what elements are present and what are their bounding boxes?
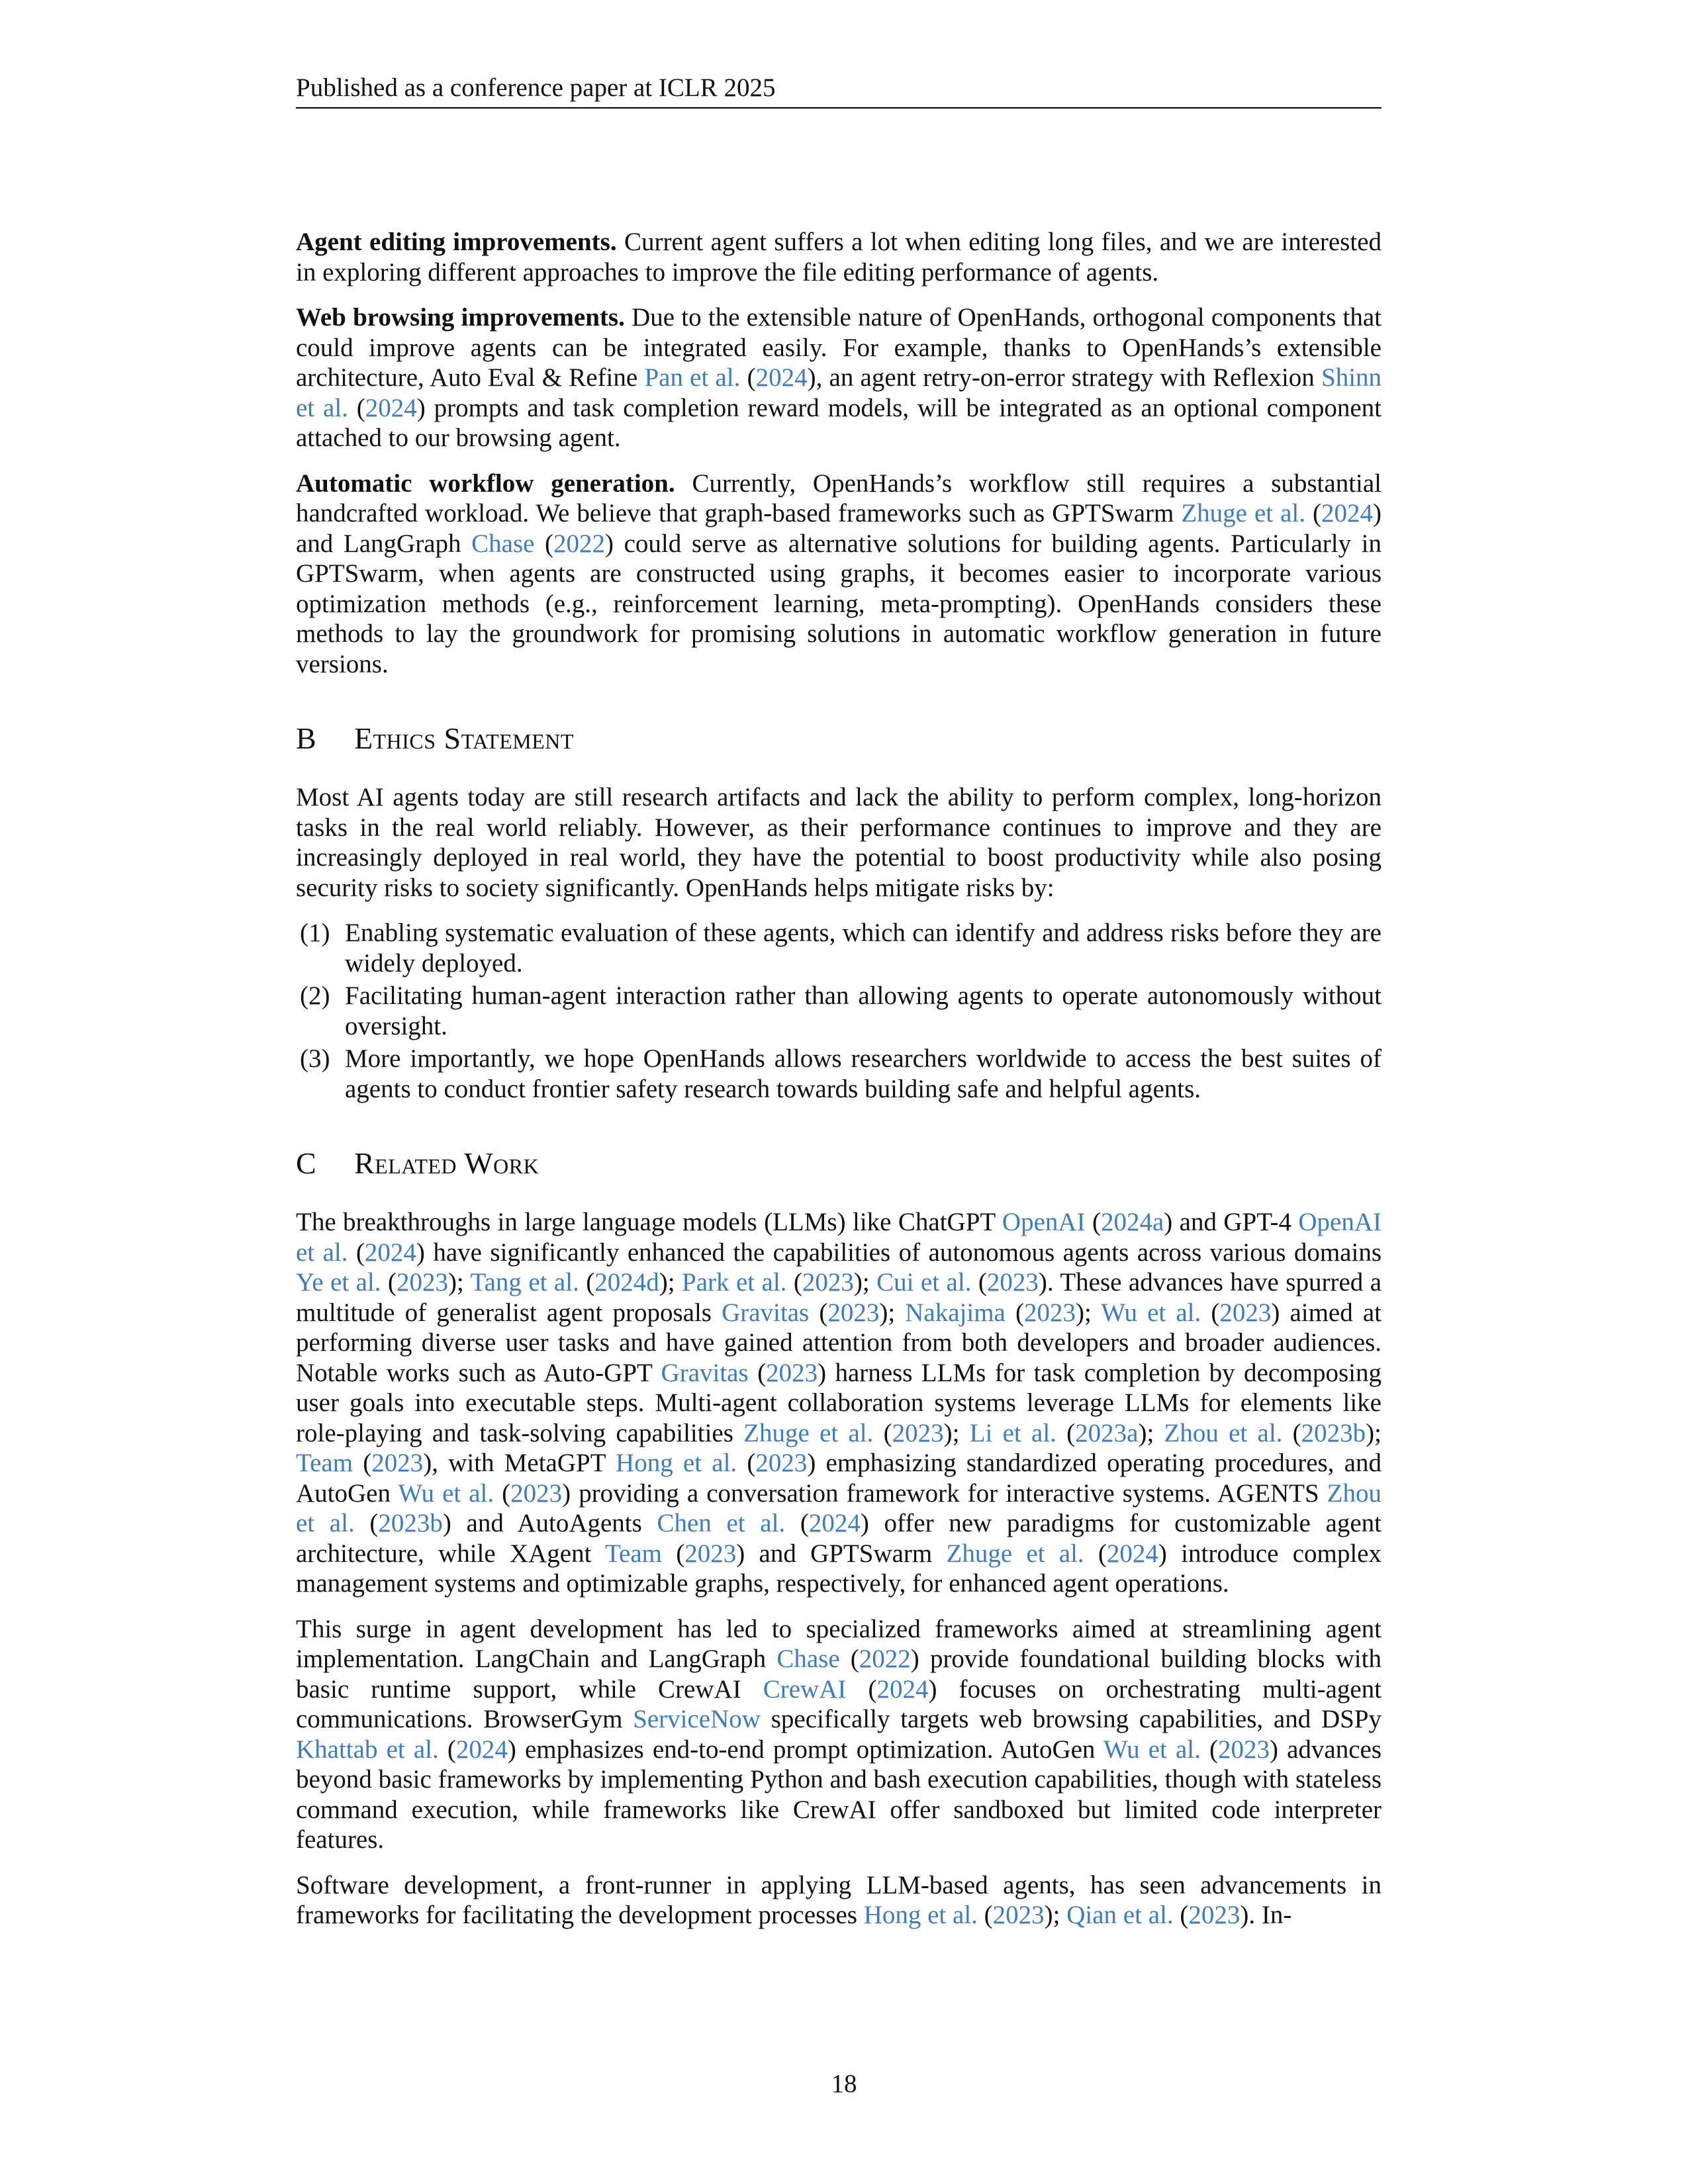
citation-link[interactable]: Qian et al.	[1066, 1901, 1174, 1929]
paragraph-workflow: Automatic workflow generation. Currently, OpenHands’s workflow still requires a substantial handcrafted workload. We believe that graph-based frameworks such as GPTSwarm Zhuge et al. (2024) and LangGraph Chase (2022) could serve as alternative solutions for building agents. Particularly in GPTSwarm, when agents are constructed using graphs, it becomes easier to incorporate various optimization methods (e.g., reinforcement learning, meta-prompting). OpenHands considers these methods to lay the groundwork for promising solutions in automatic workflow generation in future versions.	[296, 469, 1382, 678]
citation-year-link[interactable]: 2023	[827, 1298, 880, 1327]
citation-link[interactable]: OpenAI et al.	[296, 1208, 1382, 1267]
citation-year-link[interactable]: 2023	[1217, 1735, 1270, 1764]
citation-year-link[interactable]: 2023	[1219, 1298, 1272, 1327]
citation-link[interactable]: Zhuge et al.	[946, 1539, 1084, 1568]
citation-year-link[interactable]: 2023	[684, 1539, 737, 1568]
paragraph-lead: Web browsing improvements.	[296, 303, 625, 332]
paragraph-text: harness LLMs for task completion by decomposing user goals into executable steps. Multi-agent collaboration systems leverage LLMs for elements like role-playing and task-solving capabilities	[296, 1358, 1382, 1447]
citation-year-link[interactable]: 2023	[510, 1479, 563, 1508]
citation-link[interactable]: Tang et al.	[470, 1268, 579, 1297]
paragraph-web-browsing: Web browsing improvements. Due to the extensible nature of OpenHands, orthogonal components that could improve agents can be integrated easily. For example, thanks to OpenHands’s extensible architecture, Auto Eval & Refine Pan et al. (2024), an agent retry-on-error strategy with Reflexion Shinn et al. (2024) prompts and task completion reward models, will be integrated as an optional component attached to our browsing agent.	[296, 303, 1382, 452]
citation-link[interactable]: Nakajima	[905, 1298, 1006, 1327]
citation-year-link[interactable]: 2023	[986, 1268, 1039, 1297]
citation-link[interactable]: Team	[604, 1539, 663, 1568]
body-content	[296, 227, 1382, 1946]
paragraph-text: Currently, OpenHands’s workflow still requires a substantial handcrafted workload. We believe that graph-based frameworks such as GPTSwarm	[296, 469, 1382, 527]
citation-link[interactable]: Chase	[776, 1645, 840, 1673]
citation-link[interactable]: Ye et al.	[296, 1268, 381, 1297]
citation-link[interactable]: Hong et al.	[616, 1449, 737, 1477]
citation-link[interactable]: Zhou et al.	[1164, 1418, 1283, 1447]
citation-link[interactable]: Wu et al.	[1103, 1735, 1201, 1764]
paragraph-text: and GPTSwarm	[759, 1539, 933, 1568]
citation-year-link[interactable]: 2022	[859, 1645, 911, 1673]
citation-link[interactable]: Park et al.	[682, 1268, 787, 1297]
citation-year-link[interactable]: 2024	[1106, 1539, 1158, 1568]
citation-year-link[interactable]: 2024a	[1100, 1208, 1164, 1236]
list-item	[296, 1044, 1382, 1104]
citation-link[interactable]: CrewAI	[763, 1674, 847, 1704]
citation-link[interactable]: Li et al.	[969, 1418, 1056, 1447]
paragraph-text: specifically targets web browsing capabilities, and DSPy	[771, 1705, 1382, 1733]
section-number: C	[296, 1146, 317, 1180]
section-heading-related-work	[296, 1145, 1382, 1182]
citation-year-link[interactable]: 2023	[802, 1268, 854, 1297]
citation-link[interactable]: Chase	[471, 529, 535, 558]
paragraph-text: have significantly enhanced the capabilities of autonomous agents across various domains	[433, 1238, 1382, 1267]
citation-year-link[interactable]: 2024d	[594, 1268, 659, 1297]
citation-link[interactable]: ServiceNow	[633, 1705, 761, 1733]
citation-year-link[interactable]: 2024	[365, 393, 417, 422]
paragraph-lead: Agent editing improvements.	[296, 228, 617, 256]
citation-year-link[interactable]: 2024	[876, 1674, 929, 1704]
section-number: B	[296, 721, 317, 755]
paragraph-text: Current agent suffers a lot when editing long files, and we are interested in exploring different approaches to improve the file editing performance of agents.	[296, 228, 1382, 287]
paragraph-text: aimed at performing diverse user tasks and have gained attention from both developers and broader audiences. Notable works such as Auto-GPT	[296, 1298, 1382, 1387]
citation-link[interactable]: Hong et al.	[863, 1901, 978, 1929]
citation-link[interactable]: Chen et al.	[657, 1509, 786, 1537]
list-item	[296, 981, 1382, 1041]
citation-year-link[interactable]: 2024	[1321, 499, 1373, 527]
paragraph-text: and AutoAgents	[466, 1509, 642, 1537]
paragraph-text: emphasizing standardized operating procedures, and AutoGen	[296, 1449, 1382, 1508]
paragraph-agent-editing	[296, 227, 1382, 287]
paragraph-text: and GPT-4	[1179, 1208, 1291, 1236]
paragraph-text: These advances have spurred a multitude of generalist agent proposals	[296, 1268, 1382, 1327]
citation-year-link[interactable]: 2022	[553, 529, 606, 558]
related-work-paragraph-2: This surge in agent development has led to specialized frameworks aimed at streamlining agent implementation. LangChain and LangGraph Chase (2022) provide foundational building blocks with basic runtime support, while CrewAI CrewAI (2024) focuses on orchestrating multi-agent communications. BrowserGym ServiceNow specifically targets web browsing capabilities, and DSPy Khattab et al. (2024) emphasizes end-to-end prompt optimization. AutoGen Wu et al. (2023) advances beyond basic frameworks by implementing Python and bash execution capabilities, though with stateless command execution, while frameworks like CrewAI offer sandboxed but limited code interpreter features.	[296, 1614, 1382, 1854]
citation-link[interactable]: OpenAI	[1002, 1208, 1086, 1236]
citation-year-link[interactable]: 2023b	[378, 1509, 443, 1537]
citation-link[interactable]: Team	[296, 1449, 353, 1477]
section-heading-ethics	[296, 720, 1382, 757]
citation-year-link[interactable]: 2023	[766, 1358, 818, 1387]
list-item-text: Enabling systematic evaluation of these agents, which can identify and address risks before they are widely deployed.	[345, 919, 1382, 978]
citation-year-link[interactable]: 2023	[892, 1418, 944, 1447]
paragraph-text: providing a conversation framework for interactive systems. AGENTS	[579, 1479, 1319, 1508]
citation-year-link[interactable]: 2023a	[1075, 1418, 1139, 1447]
paragraph-text: This surge in agent development has led to specialized frameworks aimed at streamlining agent implementation. LangChain and LangGraph	[296, 1614, 1382, 1673]
list-marker: (2)	[300, 981, 330, 1010]
ethics-intro: Most AI agents today are still research artifacts and lack the ability to perform complex, long-horizon tasks in the real world reliably. However, as their performance continues to improve and they are increasingly deployed in real world, they have the potential to boost productivity while also posing security risks to society significantly. OpenHands helps mitigate risks by:	[296, 783, 1382, 902]
paragraph-text: offer new paradigms for customizable agent architecture, while XAgent	[296, 1509, 1382, 1568]
paragraph-text: and LangGraph	[296, 529, 461, 558]
page-number: 18	[831, 2070, 857, 2098]
citation-year-link[interactable]: 2024	[808, 1509, 861, 1537]
citation-link[interactable]: Pan et al.	[644, 363, 741, 392]
related-work-paragraph-1: The breakthroughs in large language models (LLMs) like ChatGPT OpenAI (2024a) and GPT-4 OpenAI et al. (2024) have significantly enhanced the capabilities of autonomous agents across various domains Ye et al. (2023); Tang et al. (2024d); Park et al. (2023); Cui et al. (2023). These advances have spurred a multitude of generalist agent proposals Gravitas (2023); Nakajima (2023); Wu et al. (2023) aimed at performing diverse user tasks and have gained attention from both developers and broader audiences. Notable works such as Auto-GPT Gravitas (2023) harness LLMs for task completion by decomposing user goals into executable steps. Multi-agent collaboration systems leverage LLMs for elements like role-playing and task-solving capabilities Zhuge et al. (2023); Li et al. (2023a); Zhou et al. (2023b); Team (2023), with MetaGPT Hong et al. (2023) emphasizing standardized operating procedures, and AutoGen Wu et al. (2023) providing a conversation framework for interactive systems. AGENTS Zhou et al. (2023b) and AutoAgents Chen et al. (2024) offer new paradigms for customizable agent architecture, while XAgent Team (2023) and GPTSwarm Zhuge et al. (2024) introduce complex management systems and optimizable graphs, respectively, for enhanced agent operations.	[296, 1208, 1382, 1598]
related-work-paragraph-3: Software development, a front-runner in applying LLM-based agents, has seen advancements in frameworks for facilitating the development processes Hong et al. (2023); Qian et al. (2023). In-	[296, 1870, 1382, 1929]
paragraph-text: , with MetaGPT	[432, 1449, 606, 1477]
list-item	[296, 918, 1382, 978]
paragraph-text: emphasizes end-to-end prompt optimization. AutoGen	[524, 1735, 1096, 1764]
citation-year-link[interactable]: 2023	[1188, 1901, 1241, 1929]
citation-link[interactable]: Shinn et al.	[296, 363, 1382, 422]
list-marker: (3)	[300, 1044, 330, 1073]
ethics-list	[296, 918, 1382, 1104]
list-marker: (1)	[300, 919, 330, 947]
citation-year-link[interactable]: 2023	[396, 1268, 448, 1297]
citation-link[interactable]: Wu et al.	[398, 1479, 494, 1508]
citation-link[interactable]: Zhou et al.	[296, 1479, 1382, 1537]
citation-year-link[interactable]: 2023	[755, 1449, 808, 1477]
citation-year-link[interactable]: 2023b	[1301, 1418, 1366, 1447]
running-header: Published as a conference paper at ICLR 2025	[296, 71, 1382, 109]
citation-year-link[interactable]: 2023	[992, 1901, 1045, 1929]
citation-link[interactable]: Gravitas	[661, 1358, 749, 1387]
section-title: Ethics Statement	[354, 721, 574, 755]
paragraph-text: focuses on orchestrating multi-agent communications. BrowserGym	[296, 1674, 1382, 1733]
citation-link[interactable]: Zhuge et al.	[743, 1418, 874, 1447]
paragraph-text: Software development, a front-runner in applying LLM-based agents, has seen advancements in frameworks for facilitating the development processes	[296, 1870, 1382, 1929]
list-item-text: More importantly, we hope OpenHands allows researchers worldwide to access the best suites of agents to conduct frontier safety research towards building safe and helpful agents.	[345, 1044, 1382, 1103]
paragraph-text: advances beyond basic frameworks by implementing Python and bash execution capabilities, though with stateless command execution, while frameworks like CrewAI offer sandboxed but limited code interpreter features.	[296, 1735, 1382, 1854]
citation-year-link[interactable]: 2024	[364, 1238, 416, 1267]
paragraph-text: provide foundational building blocks with basic runtime support, while CrewAI	[296, 1645, 1382, 1704]
citation-link[interactable]: Wu et al.	[1101, 1298, 1201, 1327]
paragraph-text: prompts and task completion reward models, will be integrated as an optional component attached to our browsing agent.	[296, 393, 1382, 452]
citation-link[interactable]: Khattab et al.	[296, 1735, 439, 1764]
citation-year-link[interactable]: 2024	[755, 363, 808, 392]
citation-link[interactable]: Cui et al.	[876, 1268, 972, 1297]
citation-link[interactable]: Gravitas	[722, 1298, 810, 1327]
citation-year-link[interactable]: 2023	[1023, 1298, 1076, 1327]
paragraph-text: Due to the extensible nature of OpenHands, orthogonal components that could improve agents can be integrated easily. For example, thanks to OpenHands’s extensible architecture, Auto Eval & Refine	[296, 303, 1382, 392]
paragraph-lead: Automatic workflow generation.	[296, 469, 675, 498]
paragraph-text: , an agent retry-on-error strategy with Reflexion	[816, 363, 1315, 392]
citation-link[interactable]: Zhuge et al.	[1181, 499, 1306, 527]
paragraph-text: could serve as alternative solutions for building agents. Particularly in GPTSwarm, when agents are constructed using graphs, it becomes easier to incorporate various optimization methods (e.g., reinforcement learning, meta-prompting). OpenHands considers these methods to lay the groundwork for promising solutions in automatic workflow generation in future versions.	[296, 529, 1382, 678]
section-title: Related Work	[354, 1146, 539, 1180]
paragraph-text: introduce complex management systems and optimizable graphs, respectively, for enhanced agent operations.	[296, 1539, 1382, 1598]
citation-year-link[interactable]: 2024	[455, 1735, 508, 1764]
list-item-text: Facilitating human-agent interaction rather than allowing agents to operate autonomously without oversight.	[345, 981, 1382, 1040]
paragraph-text: The breakthroughs in large language models (LLMs) like ChatGPT	[296, 1208, 996, 1236]
paragraph-text: In-	[1261, 1901, 1292, 1929]
citation-year-link[interactable]: 2023	[371, 1449, 424, 1477]
